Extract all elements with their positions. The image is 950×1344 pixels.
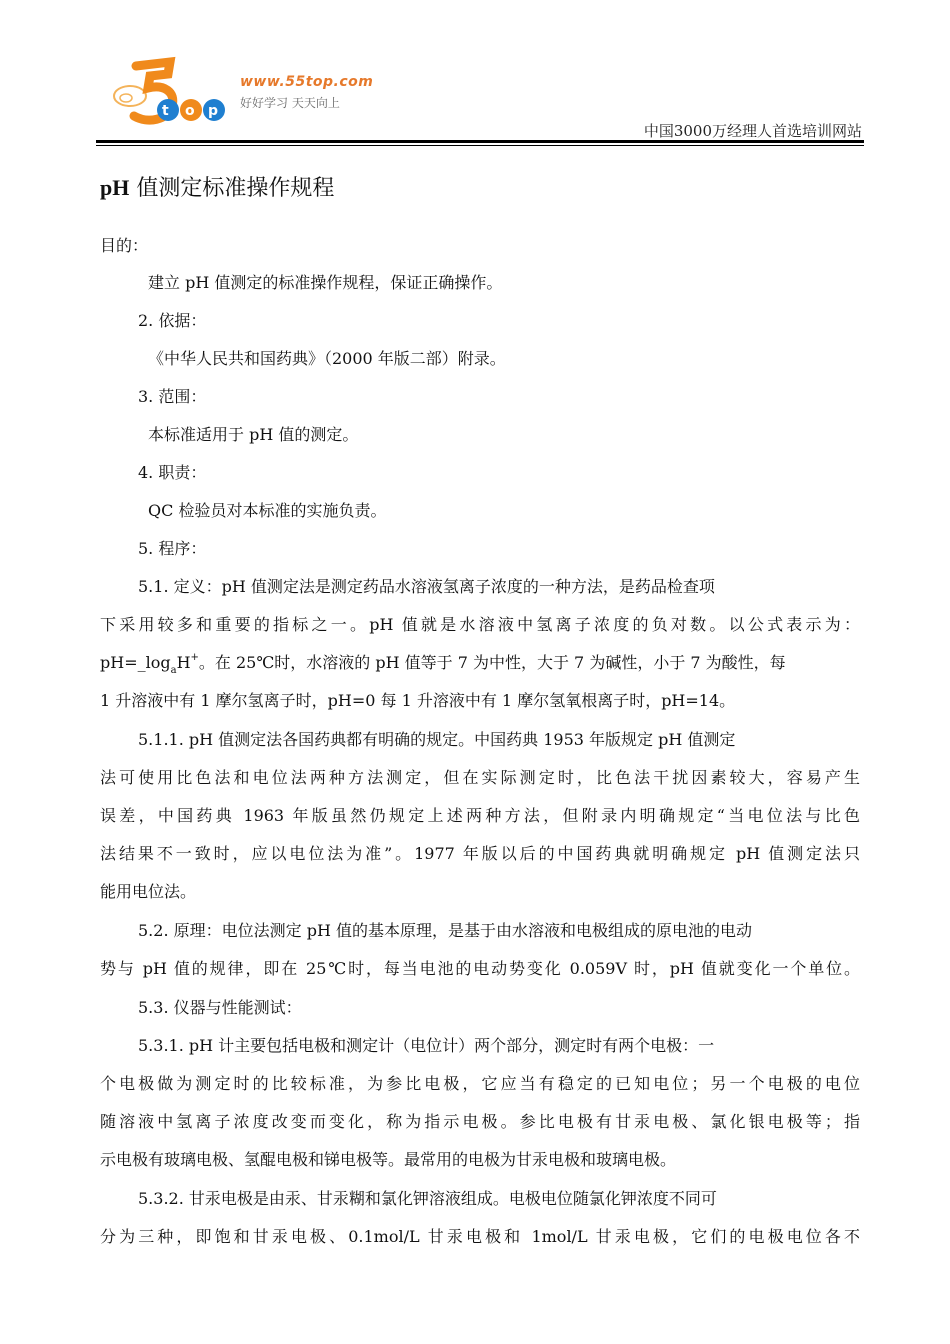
logo-mark-icon <box>108 52 248 132</box>
paragraph-line: 能用电位法。 <box>100 882 197 901</box>
paragraph-line: 5.3.1. pH 计主要包括电极和测定计（电位计）两个部分，测定时有两个电极：一 <box>138 1036 715 1055</box>
svg-text:t: t <box>162 103 169 119</box>
paragraph-line: 分为三种，即饱和甘汞电极、0.1mol/L 甘汞电极和 1mol/L 甘汞电极，它们的电极电位各不 <box>100 1227 860 1246</box>
paragraph-line: 个电极做为测定时的比较标准，为参比电极，它应当有稳定的已知电位；另一个电极的电位 <box>100 1074 860 1093</box>
section-basis-heading: 2. 依据： <box>138 311 207 330</box>
paragraph-line: 本标准适用于 pH 值的测定。 <box>148 425 359 444</box>
paragraph-line: 5.2. 原理：电位法测定 pH 值的基本原理，是基于由水溶液和电极组成的原电池的电动 <box>138 921 752 940</box>
paragraph-line: 法可使用比色法和电位法两种方法测定，但在实际测定时，比色法干扰因素较大，容易产生 <box>100 768 860 787</box>
page-title: pH 值测定标准操作规程 <box>100 175 335 201</box>
header-divider <box>96 140 864 143</box>
section-duty-heading: 4. 职责： <box>138 463 207 482</box>
logo-slogan: 好好学习 天天向上 <box>240 96 340 110</box>
paragraph-line: 示电极有玻璃电极、氢醌电极和锑电极等。最常用的电极为甘汞电极和玻璃电极。 <box>100 1150 677 1169</box>
formula-line: $pH=\_\log_aH^+$。在 25℃时，水溶液的 pH 值等于 7 为中性，大于 7 为碱性，小于 7 为酸性，每 <box>100 652 786 676</box>
paragraph-line: 势与 pH 值的规律，即在 25℃时，每当电池的电动势变化 0.059V 时，pH 值就变化一个单位。 <box>100 959 860 978</box>
logo-url[interactable]: www.55top.com <box>240 74 374 90</box>
paragraph-line: 误差，中国药典 1963 年版虽然仍规定上述两种方法，但附录内明确规定“当电位法与比色 <box>100 806 860 825</box>
paragraph-line: QC 检验员对本标准的实施负责。 <box>148 501 387 520</box>
paragraph-line: 《中华人民共和国药典》（2000 年版二部）附录。 <box>148 349 506 368</box>
header-divider-thin <box>96 145 864 146</box>
paragraph-line: 5.1.1. pH 值测定法各国药典都有明确的规定。中国药典 1953 年版规定 pH 值测定 <box>138 730 736 749</box>
section-purpose-heading: 目的： <box>100 236 149 255</box>
paragraph-line: 随溶液中氢离子浓度改变而变化，称为指示电极。参比电极有甘汞电极、氯化银电极等；指 <box>100 1112 860 1131</box>
paragraph-line: 5.3.2. 甘汞电极是由汞、甘汞糊和氯化钾溶液组成。电极电位随氯化钾浓度不同可 <box>138 1189 717 1208</box>
section-procedure-heading: 5. 程序： <box>138 539 207 558</box>
paragraph-line: 下采用较多和重要的指标之一。pH 值就是水溶液中氢离子浓度的负对数。以公式表示为： <box>100 615 860 634</box>
header-tagline: 中国3000万经理人首选培训网站 <box>643 122 862 140</box>
paragraph-line: 建立 pH 值测定的标准操作规程，保证正确操作。 <box>148 273 503 292</box>
site-logo[interactable] <box>108 52 408 132</box>
svg-text:o: o <box>185 103 195 119</box>
paragraph-line: 1 升溶液中有 1 摩尔氢离子时，pH=0 每 1 升溶液中有 1 摩尔氢氧根离子时，pH=14。 <box>100 691 736 710</box>
paragraph-line: 法结果不一致时，应以电位法为准”。1977 年版以后的中国药典就明确规定 pH 值测定法只 <box>100 844 860 863</box>
paragraph-line: 5.1. 定义：pH 值测定法是测定药品水溶液氢离子浓度的一种方法，是药品检查项 <box>138 577 715 596</box>
section-instrument-heading: 5.3. 仪器与性能测试： <box>138 998 302 1017</box>
section-scope-heading: 3. 范围： <box>138 387 207 406</box>
svg-text:p: p <box>208 103 219 119</box>
